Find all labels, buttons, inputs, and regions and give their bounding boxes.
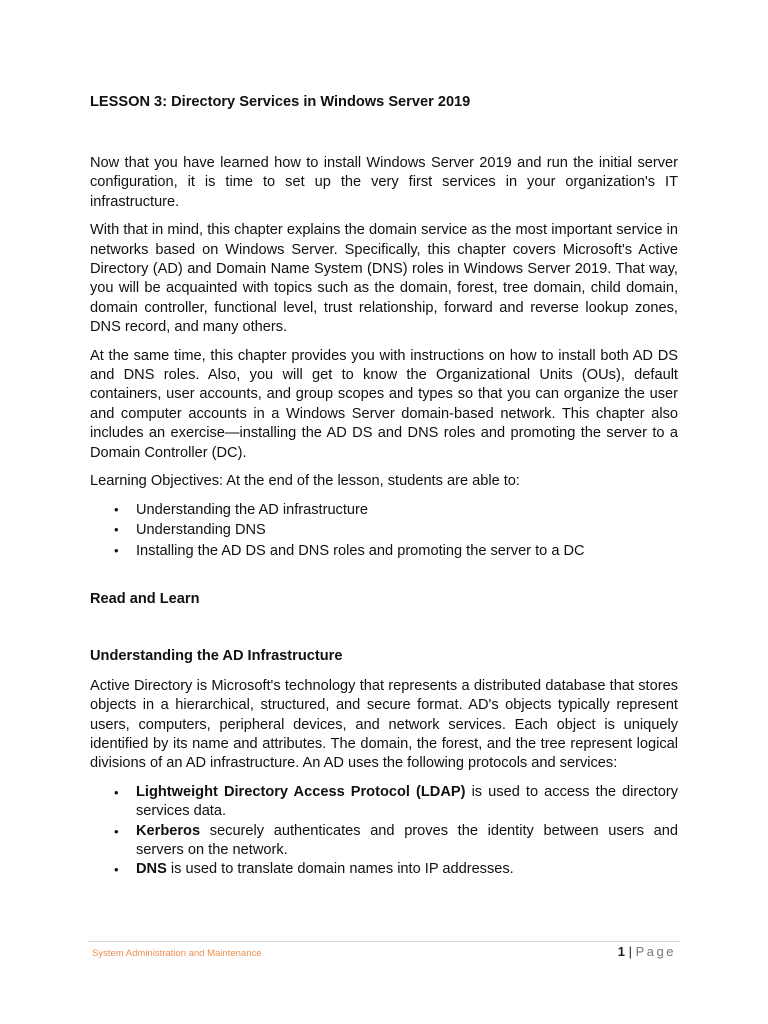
list-item bbox=[90, 822, 678, 861]
bullet-icon: • bbox=[114, 784, 119, 800]
read-learn-heading: Read and Learn bbox=[90, 591, 200, 607]
objectives-list bbox=[90, 500, 678, 562]
lesson-title-text: : Directory Services in Windows Server 2019 bbox=[162, 94, 471, 110]
objectives-intro: Learning Objectives: At the end of the lesson, students are able to: bbox=[90, 473, 520, 490]
list-item: • Understanding the AD infrastructure bbox=[90, 500, 678, 521]
footer-course-title: System Administration and Maintenance bbox=[92, 948, 262, 959]
page-separator: | bbox=[625, 944, 636, 959]
protocol-desc: is used to access the directory services data. bbox=[136, 783, 678, 820]
ad-section-heading: Understanding the AD Infrastructure bbox=[90, 648, 343, 665]
page-content bbox=[90, 92, 678, 880]
footer-divider bbox=[88, 941, 680, 942]
intro-paragraph: Now that you have learned how to install Windows Server 2019 and run the initial server configuration, it is time to set up the very first services in your organization's IT infrastructure. bbox=[90, 155, 678, 210]
ad-paragraph: Active Directory is Microsoft's technology that represents a distributed database that stores objects in a hierarchical, structured, and secure format. AD's objects typically represent users, computers, peripheral devices, and network services. Each object is uniquely identified by its name and attributes. The domain, the forest, and the tree represent logical divisions of an AD infrastructure. An AD uses the following protocols and services: bbox=[90, 677, 678, 772]
lesson-title bbox=[90, 92, 678, 112]
protocol-term: Kerberos bbox=[136, 822, 201, 839]
page-word: Page bbox=[635, 944, 676, 959]
protocols-list bbox=[90, 783, 678, 880]
bullet-icon: • bbox=[114, 501, 119, 517]
list-item bbox=[90, 783, 678, 822]
protocol-desc: securely authenticates and proves the identity between users and servers on the network. bbox=[136, 822, 678, 859]
protocol-term: Lightweight Directory Access Protocol (LDAP) bbox=[136, 783, 466, 800]
lesson-prefix: LESSON 3 bbox=[90, 94, 163, 110]
protocol-term: DNS bbox=[136, 861, 167, 878]
chapter-paragraph: With that in mind, this chapter explains the domain service as the most important service in networks based on Windows Server. Specifically, this chapter covers Microsoft's Active Directory (AD) and Domain Name System (DNS) roles in Windows Server 2019. That way, you will be acquainted with topics such as the domain, forest, tree domain, child domain, domain controller, functional level, trust relationship, forward and reverse lookup zones, DNS record, and many others. bbox=[90, 222, 678, 336]
list-item: • Installing the AD DS and DNS roles and promoting the server to a DC bbox=[90, 541, 678, 562]
list-item bbox=[90, 860, 678, 879]
protocol-desc: is used to translate domain names into IP addresses. bbox=[166, 861, 514, 878]
bullet-icon: • bbox=[114, 522, 119, 537]
list-item: • Understanding DNS bbox=[90, 520, 678, 541]
bullet-icon: • bbox=[114, 823, 119, 839]
bullet-icon: • bbox=[114, 862, 119, 878]
page-number: 1 bbox=[617, 944, 626, 959]
instructions-paragraph: At the same time, this chapter provides you with instructions on how to install both AD DS and DNS roles. Also, you will get to know the Organizational Units (OUs), default containers, user accounts, and group scopes and types so that you can organize the user and computer accounts in a Windows Server domain-based network. This chapter also includes an exercise—installing the AD DS and DNS roles and promoting the server to a Domain Controller (DC). bbox=[90, 347, 678, 461]
footer-page-number bbox=[618, 944, 676, 959]
bullet-icon: • bbox=[114, 542, 119, 558]
